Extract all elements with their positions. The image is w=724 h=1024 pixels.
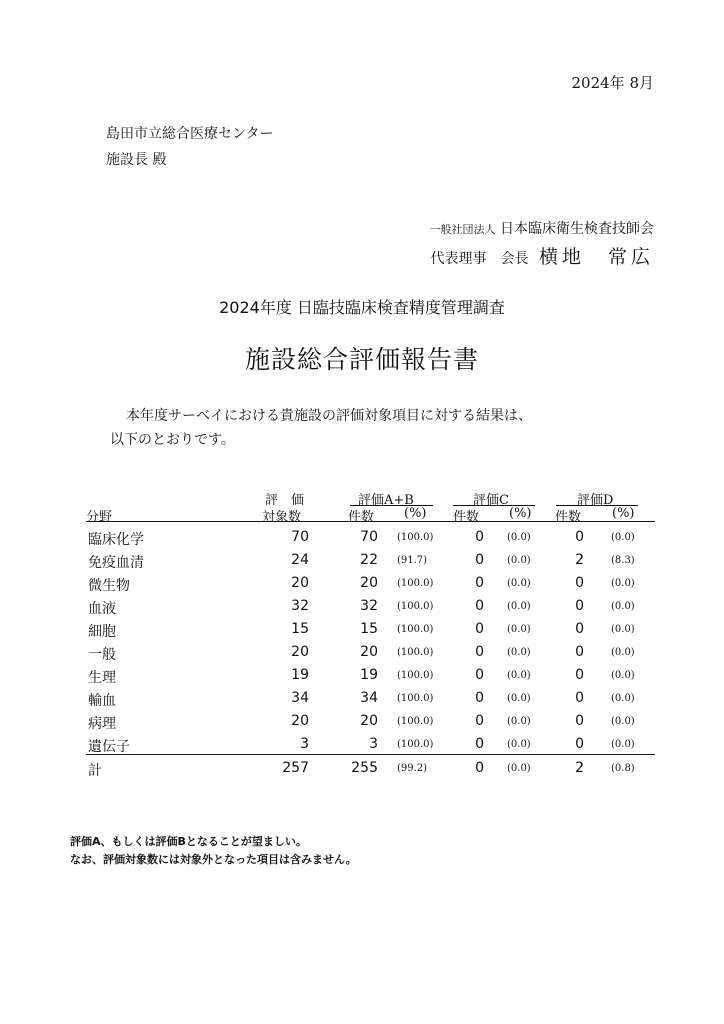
sender-rep-name: 横地 常広 (538, 246, 654, 268)
row-target-count: 20 (291, 713, 309, 729)
intro-line-1: 本年度サーベイにおける貴施設の評価対象項目に対する結果は、 (126, 408, 532, 424)
table-row (0, 736, 724, 759)
table-total-row (0, 760, 724, 783)
row-target-count: 3 (300, 736, 309, 752)
row-c-percent: (0.0) (507, 647, 531, 658)
header-d-percent: (%) (612, 506, 635, 521)
row-field-name: 血液 (88, 601, 116, 617)
table-row (0, 667, 724, 690)
table-row (0, 690, 724, 713)
row-target-count: 32 (291, 598, 309, 614)
row-c-count: 0 (475, 621, 484, 637)
total-ab-percent: (99.2) (397, 763, 428, 774)
row-c-percent: (0.0) (507, 670, 531, 681)
row-d-percent: (0.0) (611, 578, 635, 589)
table-top-rule (86, 521, 655, 522)
row-c-count: 0 (475, 644, 484, 660)
row-c-percent: (0.0) (507, 693, 531, 704)
recipient-organization: 島田市立総合医療センター (106, 126, 274, 142)
row-ab-count: 20 (360, 713, 378, 729)
row-d-percent: (0.0) (611, 716, 635, 727)
row-ab-count: 3 (369, 736, 378, 752)
survey-title: 2024年度 日臨技臨床検査精度管理調査 (219, 298, 505, 317)
table-row (0, 713, 724, 736)
row-field-name: 臨床化学 (88, 532, 144, 548)
row-field-name: 病理 (88, 716, 116, 732)
row-field-name: 細胞 (88, 624, 116, 640)
table-row (0, 552, 724, 575)
row-target-count: 20 (291, 575, 309, 591)
total-d-count: 2 (575, 760, 584, 776)
header-c-percent: (%) (509, 506, 532, 521)
row-d-percent: (8.3) (611, 555, 635, 566)
row-c-count: 0 (475, 575, 484, 591)
row-d-percent: (0.0) (611, 670, 635, 681)
row-c-percent: (0.0) (507, 624, 531, 635)
row-c-count: 0 (475, 690, 484, 706)
report-date: 2024年 8月 (571, 74, 654, 92)
document-title: 施設総合評価報告書 (244, 345, 479, 374)
row-field-name: 生理 (88, 670, 116, 686)
total-label: 計 (88, 763, 102, 779)
intro-line-2: 以下のとおりです。 (110, 432, 235, 448)
row-target-count: 20 (291, 644, 309, 660)
row-c-percent: (0.0) (507, 716, 531, 727)
row-ab-percent: (100.0) (397, 532, 434, 543)
header-ab-percent: (%) (404, 506, 427, 521)
header-d-count: 件数 (555, 510, 582, 525)
table-row (0, 621, 724, 644)
row-d-percent: (0.0) (611, 532, 635, 543)
row-field-name: 免疫血清 (88, 555, 144, 571)
header-field: 分野 (86, 510, 113, 525)
row-ab-percent: (100.0) (397, 693, 434, 704)
row-c-count: 0 (475, 529, 484, 545)
note-line-2: なお、評価対象数には対象外となった項目は含みません。 (70, 853, 357, 866)
row-ab-count: 70 (360, 529, 378, 545)
total-ab-count: 255 (351, 760, 378, 776)
sender-organization (430, 218, 654, 238)
row-d-count: 0 (575, 667, 584, 683)
row-field-name: 微生物 (88, 578, 130, 594)
header-group-ab: 評価A+B (358, 493, 414, 508)
row-target-count: 15 (291, 621, 309, 637)
total-d-percent: (0.8) (611, 763, 635, 774)
row-c-percent: (0.0) (507, 532, 531, 543)
row-c-count: 0 (475, 667, 484, 683)
header-target-top: 評 価 (265, 493, 305, 508)
row-target-count: 19 (291, 667, 309, 683)
sender-org-prefix: 一般社団法人 (429, 223, 496, 236)
header-group-d: 評価D (577, 493, 614, 508)
table-row (0, 644, 724, 667)
row-ab-count: 32 (360, 598, 378, 614)
row-target-count: 24 (291, 552, 309, 568)
row-c-percent: (0.0) (507, 555, 531, 566)
sender-representative (431, 242, 654, 269)
row-ab-percent: (100.0) (397, 624, 434, 635)
row-ab-percent: (100.0) (397, 670, 434, 681)
note-line-1: 評価A、もしくは評価Bとなることが望ましい。 (70, 835, 307, 848)
row-d-count: 0 (575, 736, 584, 752)
row-target-count: 34 (291, 690, 309, 706)
row-d-percent: (0.0) (611, 739, 635, 750)
row-d-count: 0 (575, 644, 584, 660)
table-total-rule (86, 754, 655, 755)
total-c-count: 0 (475, 760, 484, 776)
row-c-percent: (0.0) (507, 739, 531, 750)
table-row (0, 529, 724, 552)
recipient-title: 施設長 殿 (106, 152, 167, 168)
row-ab-percent: (100.0) (397, 578, 434, 589)
row-d-count: 2 (575, 552, 584, 568)
header-ab-count: 件数 (348, 510, 375, 525)
row-d-percent: (0.0) (611, 647, 635, 658)
header-target-bottom: 対象数 (262, 510, 302, 525)
row-d-count: 0 (575, 598, 584, 614)
row-d-count: 0 (575, 713, 584, 729)
row-d-count: 0 (575, 575, 584, 591)
row-ab-count: 20 (360, 575, 378, 591)
row-target-count: 70 (291, 529, 309, 545)
row-d-count: 0 (575, 621, 584, 637)
row-ab-percent: (91.7) (397, 555, 428, 566)
total-target: 257 (282, 760, 309, 776)
table-row (0, 598, 724, 621)
row-ab-count: 20 (360, 644, 378, 660)
row-ab-percent: (100.0) (397, 739, 434, 750)
table-row (0, 575, 724, 598)
total-c-percent: (0.0) (507, 763, 531, 774)
row-d-percent: (0.0) (611, 624, 635, 635)
row-ab-count: 22 (360, 552, 378, 568)
row-ab-percent: (100.0) (397, 647, 434, 658)
row-ab-count: 15 (360, 621, 378, 637)
row-c-percent: (0.0) (507, 601, 531, 612)
row-field-name: 輸血 (88, 693, 116, 709)
row-field-name: 遺伝子 (88, 739, 130, 755)
row-field-name: 一般 (88, 647, 116, 663)
row-ab-count: 34 (360, 690, 378, 706)
row-c-percent: (0.0) (507, 578, 531, 589)
sender-rep-title: 代表理事 会長 (430, 251, 529, 267)
row-c-count: 0 (475, 552, 484, 568)
row-d-count: 0 (575, 690, 584, 706)
row-c-count: 0 (475, 598, 484, 614)
row-d-count: 0 (575, 529, 584, 545)
row-d-percent: (0.0) (611, 693, 635, 704)
sender-org-name: 日本臨床衛生検査技師会 (500, 221, 654, 237)
row-c-count: 0 (475, 713, 484, 729)
row-d-percent: (0.0) (611, 601, 635, 612)
row-c-count: 0 (475, 736, 484, 752)
row-ab-percent: (100.0) (397, 601, 434, 612)
row-ab-count: 19 (360, 667, 378, 683)
row-ab-percent: (100.0) (397, 716, 434, 727)
header-group-c: 評価C (473, 493, 509, 508)
header-c-count: 件数 (453, 510, 480, 525)
